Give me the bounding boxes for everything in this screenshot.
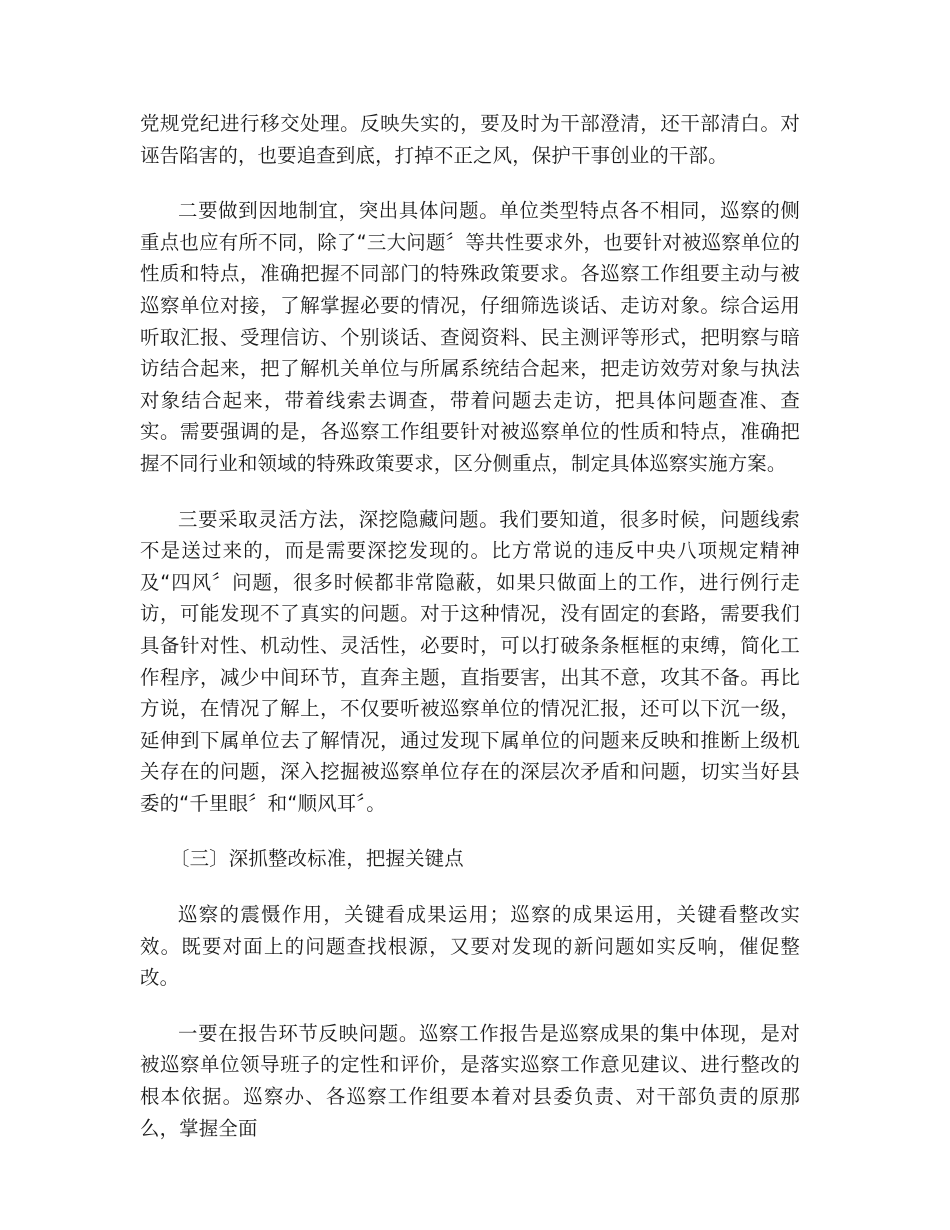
paragraph-point-three: 三要采取灵活方法，深挖隐藏问题。我们要知道，很多时候，问题线索不是送过来的，而是需要深挖发现的。比方常说的违反中央八项规定精神及“四风〞问题，很多时候都非常隐蔽，如果只做面上的工作，进行例行走访，可能发现不了真实的问题。对于这种情况，没有固定的套路，需要我们具备针对性、机动性、灵活性，必要时，可以打破条条框框的束缚，简化工作程序，减少中间环节，直奔主题，直指要害，出其不意，攻其不备。再比方说，在情况了解上，不仅要听被巡察单位的情况汇报，还可以下沉一级，延伸到下属单位去了解情况，通过发现下属单位的问题来反映和推断上级机关存在的问题，深入挖掘被巡察单位存在的深层次矛盾和问题，切实当好县委的“千里眼〞和“顺风耳〞。: [140, 507, 800, 815]
paragraph-point-two: 二要做到因地制宜，突出具体问题。单位类型特点各不相同，巡察的侧重点也应有所不同，除了“三大问题〞等共性要求外，也要针对被巡察单位的性质和特点，准确把握不同部门的特殊政策要求。各巡察工作组要主动与被巡察单位对接，了解掌握必要的情况，仔细筛选谈话、走访对象。综合运用听取汇报、受理信访、个别谈话、查阅资料、民主测评等形式，把明察与暗访结合起来，把了解机关单位与所属系统结合起来，把走访效劳对象与执法对象结合起来，带着线索去调查，带着问题去走访，把具体问题查准、查实。需要强调的是，各巡察工作组要针对被巡察单位的性质和特点，准确把握不同行业和领域的特殊政策要求，区分侧重点，制定具体巡察实施方案。: [140, 199, 800, 475]
section-heading: 〔三〕深抓整改标准，把握关键点: [170, 847, 464, 871]
paragraph-section-intro: 巡察的震慑作用，关键看成果运用；巡察的成果运用，关键看整改实效。既要对面上的问题查找根源，又要对发现的新问题如实反响，催促整改。: [140, 903, 800, 990]
paragraph-continuation: 党规党纪进行移交处理。反映失实的，要及时为干部澄清，还干部清白。对诬告陷害的，也要追查到底，打掉不正之风，保护干事创业的干部。: [140, 112, 800, 167]
document-body: [140, 108, 800, 1168]
paragraph-point-one: 一要在报告环节反映问题。巡察工作报告是巡察成果的集中体现，是对被巡察单位领导班子的定性和评价，是落实巡察工作意见建议、进行整改的根本依据。巡察办、各巡察工作组要本着对县委负责、对干部负责的原那么，掌握全面: [140, 1021, 800, 1140]
